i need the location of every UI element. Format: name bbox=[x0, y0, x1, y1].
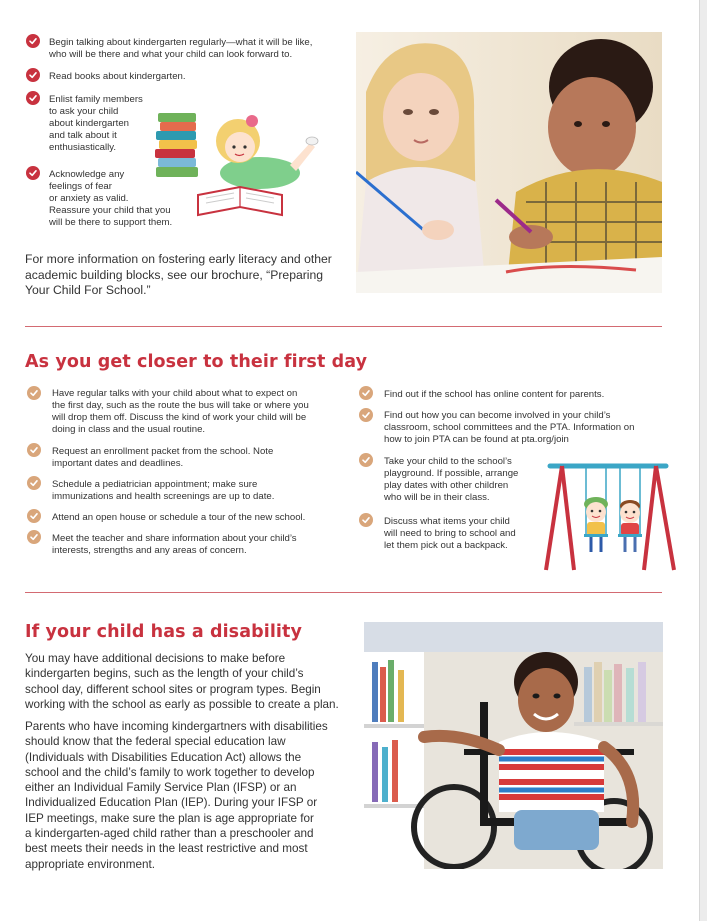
list-item: Enlist family members to ask your child about kindergarten and talk about it enthusiastically. bbox=[49, 94, 143, 153]
list-item: Meet the teacher and share information about your child’s interests, strengths and any areas of concern. bbox=[52, 533, 297, 556]
check-icon bbox=[26, 34, 40, 48]
section-divider bbox=[25, 592, 662, 593]
check-icon bbox=[26, 91, 40, 105]
check-icon bbox=[26, 68, 40, 82]
check-icon bbox=[27, 443, 41, 457]
check-icon bbox=[359, 453, 373, 467]
list-item: Attend an open house or schedule a tour of the new school. bbox=[52, 512, 306, 523]
intro-paragraph: For more information on fostering early literacy and other academic building blocks, see our brochure, “Preparing Your Child For School.” bbox=[25, 252, 332, 297]
list-item: Find out if the school has online content for parents. bbox=[384, 389, 605, 400]
list-item: Begin talking about kindergarten regularly—what it will be like, who will be there and what your child can look forward to. bbox=[49, 37, 313, 60]
book-stack-icon bbox=[155, 113, 198, 177]
disability-paragraph-2: Parents who have incoming kindergartners with disabilities should know that the federal special education law (Individuals with Disabilities Education Act) allows the school and the child’s family to work together to develop either an Individual Family Service Plan (IFSP) or an Individualized Education Plan (IEP). During your IFSP or IEP meetings, make sure the plan is age appropriate for a kindergarten-aged child rather than a preschooler and best meets their needs in the least restrictive and most appropriate environment. bbox=[25, 720, 328, 871]
disability-paragraph-1: You may have additional decisions to make before kindergarten begins, such as the length of your child’s school day, different school sites or program types. Begin working with the school as early as possible to create a plan. bbox=[25, 652, 339, 711]
kids-drawing-photo bbox=[356, 32, 662, 293]
check-icon bbox=[27, 476, 41, 490]
list-item: Have regular talks with your child about what to expect on the first day, such as the route the bus will take or where you will drop them off. Discuss the kind of work your child will be doing in class and the usual routine. bbox=[52, 388, 309, 435]
page-edge bbox=[700, 0, 707, 921]
check-icon bbox=[359, 408, 373, 422]
check-icon bbox=[359, 386, 373, 400]
list-item: Take your child to the school’s playground. If possible, arrange play dates with other children who will be in their class. bbox=[384, 456, 519, 503]
check-icon bbox=[27, 530, 41, 544]
section-heading-disability: If your child has a disability bbox=[25, 622, 303, 642]
list-item: Request an enrollment packet from the school. Note important dates and deadlines. bbox=[52, 446, 274, 469]
check-icon bbox=[27, 386, 41, 400]
girl-reading-illustration bbox=[150, 103, 320, 223]
swing-set-illustration bbox=[540, 458, 680, 573]
list-item: Acknowledge any feelings of fear or anxiety as valid. Reassure your child that you will be there to support them. bbox=[49, 169, 173, 228]
section-divider bbox=[25, 326, 662, 327]
list-item: Find out how you can become involved in your child’s classroom, school committees and the PTA. Information on how to join PTA can be found at pta.org/join bbox=[384, 410, 635, 445]
check-icon bbox=[359, 513, 373, 527]
list-item: Discuss what items your child will need to bring to school and let them pick out a backpack. bbox=[384, 516, 516, 551]
list-item: Read books about kindergarten. bbox=[49, 71, 186, 82]
list-item: Schedule a pediatrician appointment; make sure immunizations and health screenings are up to date. bbox=[52, 479, 275, 502]
section-heading-first-day: As you get closer to their first day bbox=[25, 352, 368, 372]
check-icon bbox=[26, 166, 40, 180]
check-icon bbox=[27, 509, 41, 523]
boy-wheelchair-photo bbox=[364, 622, 663, 869]
page-edge-line bbox=[699, 0, 700, 921]
